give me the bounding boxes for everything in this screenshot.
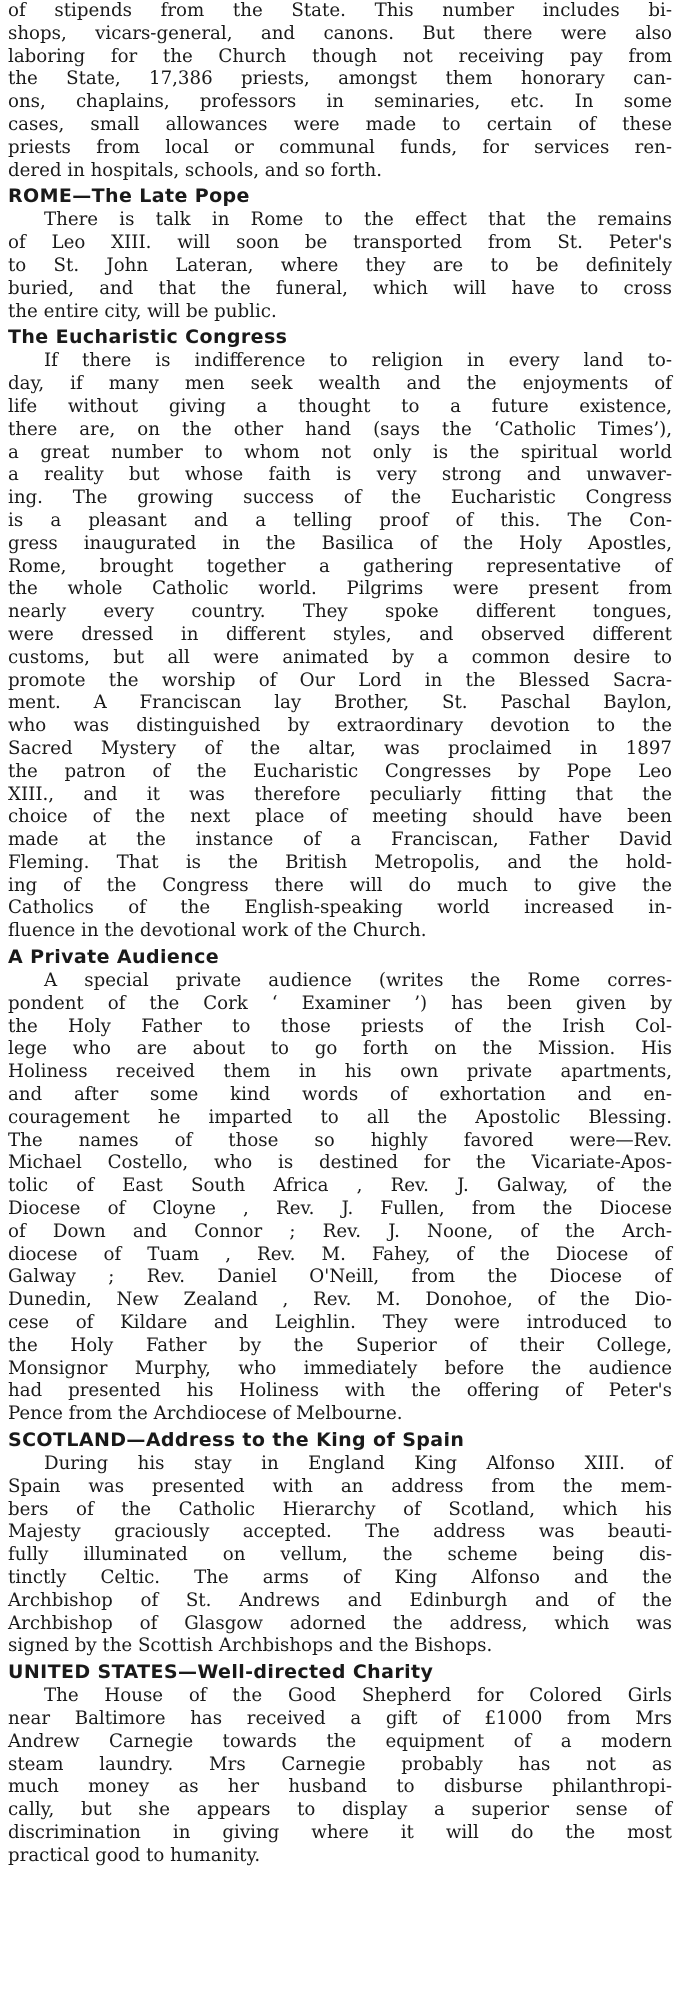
text-line: buried, and that the funeral, which will have to cross [8,277,672,299]
text-line: ment. A Franciscan lay Brother, St. Paschal Baylon, [8,692,672,714]
article-heading: The Eucharistic Congress [8,326,288,349]
text-line: Spain was presented with an address from the mem- [8,1475,672,1497]
text-line: Michael Costello, who is destined for the Vicariate-Apos- [8,1152,672,1174]
text-line: cally, but she appears to display a superior sense of [8,1799,672,1821]
text-line: If there is indifference to religion in every land to- [44,350,672,372]
text-line: Sacred Mystery of the altar, was proclaimed in 1897 [8,737,672,759]
text-line: bers of the Catholic Hierarchy of Scotland, which his [8,1498,672,1520]
text-line: steam laundry. Mrs Carnegie probably has not as [8,1753,672,1775]
text-line: Archbishop of St. Andrews and Edinburgh and of the [8,1589,672,1611]
text-line: a great number to whom not only is the spiritual world [8,441,672,463]
text-line: a reality but whose faith is very strong and unwaver- [8,464,672,486]
text-line: Dunedin, New Zealand , Rev. M. Donohoe, of the Dio- [8,1289,672,1311]
text-line: of stipends from the State. This number includes bi- [8,0,672,21]
text-line: priests from local or communal funds, for services ren- [8,136,672,158]
text-line: of Down and Connor ; Rev. J. Noone, of the Arch- [8,1220,672,1242]
text-line: Monsignor Murphy, who immediately before the audience [8,1357,672,1379]
text-line: the patron of the Eucharistic Congresses by Pope Leo [8,760,672,782]
text-line: the Holy Father to those priests of the Irish Col- [8,1015,672,1037]
article-section [8,183,672,323]
text-line: near Baltimore has received a gift of £1000 from Mrs [8,1707,672,1729]
article-paragraph [8,0,672,182]
text-line: Diocese of Cloyne , Rev. J. Fullen, from the Diocese [8,1198,672,1220]
text-line: is a pleasant and a telling proof of this. The Con- [8,509,672,531]
text-line: the whole Catholic world. Pilgrims were present from [8,578,672,600]
article-paragraph [8,1685,672,1867]
article-section [8,324,672,943]
text-line: discrimination in giving where it will do the most [8,1821,672,1843]
text-line: the State, 17,386 priests, amongst them honorary can- [8,68,672,90]
text-line: the Holy Father by the Superior of their College, [8,1334,672,1356]
text-line: lege who are about to go forth on the Mission. His [8,1038,672,1060]
text-line: were dressed in different styles, and observed different [8,623,672,645]
article-heading: UNITED STATES—Well-directed Charity [8,1661,434,1684]
text-line: day, if many men seek wealth and the enjoyments of [8,373,672,395]
text-line: made at the instance of a Franciscan, Father David [8,829,672,851]
text-line: customs, but all were animated by a common desire to [8,646,672,668]
article-heading: A Private Audience [8,946,220,969]
text-line: cases, small allowances were made to certain of these [8,113,672,135]
text-line: pondent of the Cork ‘ Examiner ’) has been given by [8,992,672,1014]
article-section [8,1427,672,1658]
text-line: signed by the Scottish Archbishops and the Bishops. [8,1635,493,1657]
text-line: the entire city, will be public. [8,300,277,322]
text-line: Rome, brought together a gathering representative of [8,555,672,577]
text-line: A special private audience (writes the Rome corres- [44,970,672,992]
text-line: shops, vicars-general, and canons. But there were also [8,22,672,44]
text-line: fluence in the devotional work of the Church. [8,920,427,942]
text-line: much money as her husband to disburse philanthropi- [8,1776,672,1798]
text-line: nearly every country. They spoke different tongues, [8,601,672,623]
text-line: and after some kind words of exhortation and en- [8,1084,672,1106]
text-line: there are, on the other hand (says the ‘Catholic Times’), [8,418,672,440]
article-paragraph [8,209,672,323]
article-heading: SCOTLAND—Address to the King of Spain [8,1429,465,1452]
text-line: Andrew Carnegie towards the equipment of a modern [8,1730,672,1752]
text-line: couragement he imparted to all the Apostolic Blessing. [8,1106,672,1128]
text-line: ing of the Congress there will do much to give the [8,874,672,896]
text-line: Majesty graciously accepted. The address was beauti- [8,1521,672,1543]
text-line: Catholics of the English-speaking world increased in- [8,897,672,919]
text-line: dered in hospitals, schools, and so forth. [8,159,382,181]
text-line: Galway ; Rev. Daniel O'Neill, from the Diocese of [8,1266,672,1288]
text-line: Pence from the Archdiocese of Melbourne. [8,1403,403,1425]
text-line: cese of Kildare and Leighlin. They were introduced to [8,1312,672,1334]
article-paragraph [8,970,672,1426]
text-line: practical good to humanity. [8,1844,261,1866]
text-line: who was distinguished by extraordinary devotion to the [8,715,672,737]
text-line: to St. John Lateran, where they are to be definitely [8,254,672,276]
text-line: ing. The growing success of the Eucharistic Congress [8,487,672,509]
text-line: ons, chaplains, professors in seminaries, etc. In some [8,91,672,113]
text-line: life without giving a thought to a future existence, [8,395,672,417]
text-line: During his stay in England King Alfonso XIII. of [44,1453,672,1475]
article-heading: ROME—The Late Pope [8,185,250,208]
text-line: promote the worship of Our Lord in the Blessed Sacra- [8,669,672,691]
article-section [8,944,672,1426]
article-section [8,0,672,182]
text-line: The House of the Good Shepherd for Colored Girls [44,1685,672,1707]
text-line: XIII., and it was therefore peculiarly fitting that the [8,783,672,805]
text-line: fully illuminated on vellum, the scheme being dis- [8,1544,672,1566]
text-line: Fleming. That is the British Metropolis, and the hold- [8,851,672,873]
text-line: tolic of East South Africa , Rev. J. Galway, of the [8,1175,672,1197]
text-line: There is talk in Rome to the effect that the remains [44,209,672,231]
article-paragraph [8,1453,672,1658]
text-line: choice of the next place of meeting should have been [8,806,672,828]
text-line: had presented his Holiness with the offering of Peter's [8,1380,672,1402]
text-line: laboring for the Church though not receiving pay from [8,45,672,67]
text-line: Holiness received them in his own private apartments, [8,1061,672,1083]
text-line: of Leo XIII. will soon be transported from St. Peter's [8,232,672,254]
text-line: The names of those so highly favored were—Rev. [8,1129,672,1151]
text-line: diocese of Tuam , Rev. M. Fahey, of the Diocese of [8,1243,672,1265]
article-paragraph [8,350,672,943]
text-line: Archbishop of Glasgow adorned the address, which was [8,1612,672,1634]
article-section [8,1659,672,1867]
text-line: gress inaugurated in the Basilica of the Holy Apostles, [8,532,672,554]
text-line: tinctly Celtic. The arms of King Alfonso and the [8,1567,672,1588]
